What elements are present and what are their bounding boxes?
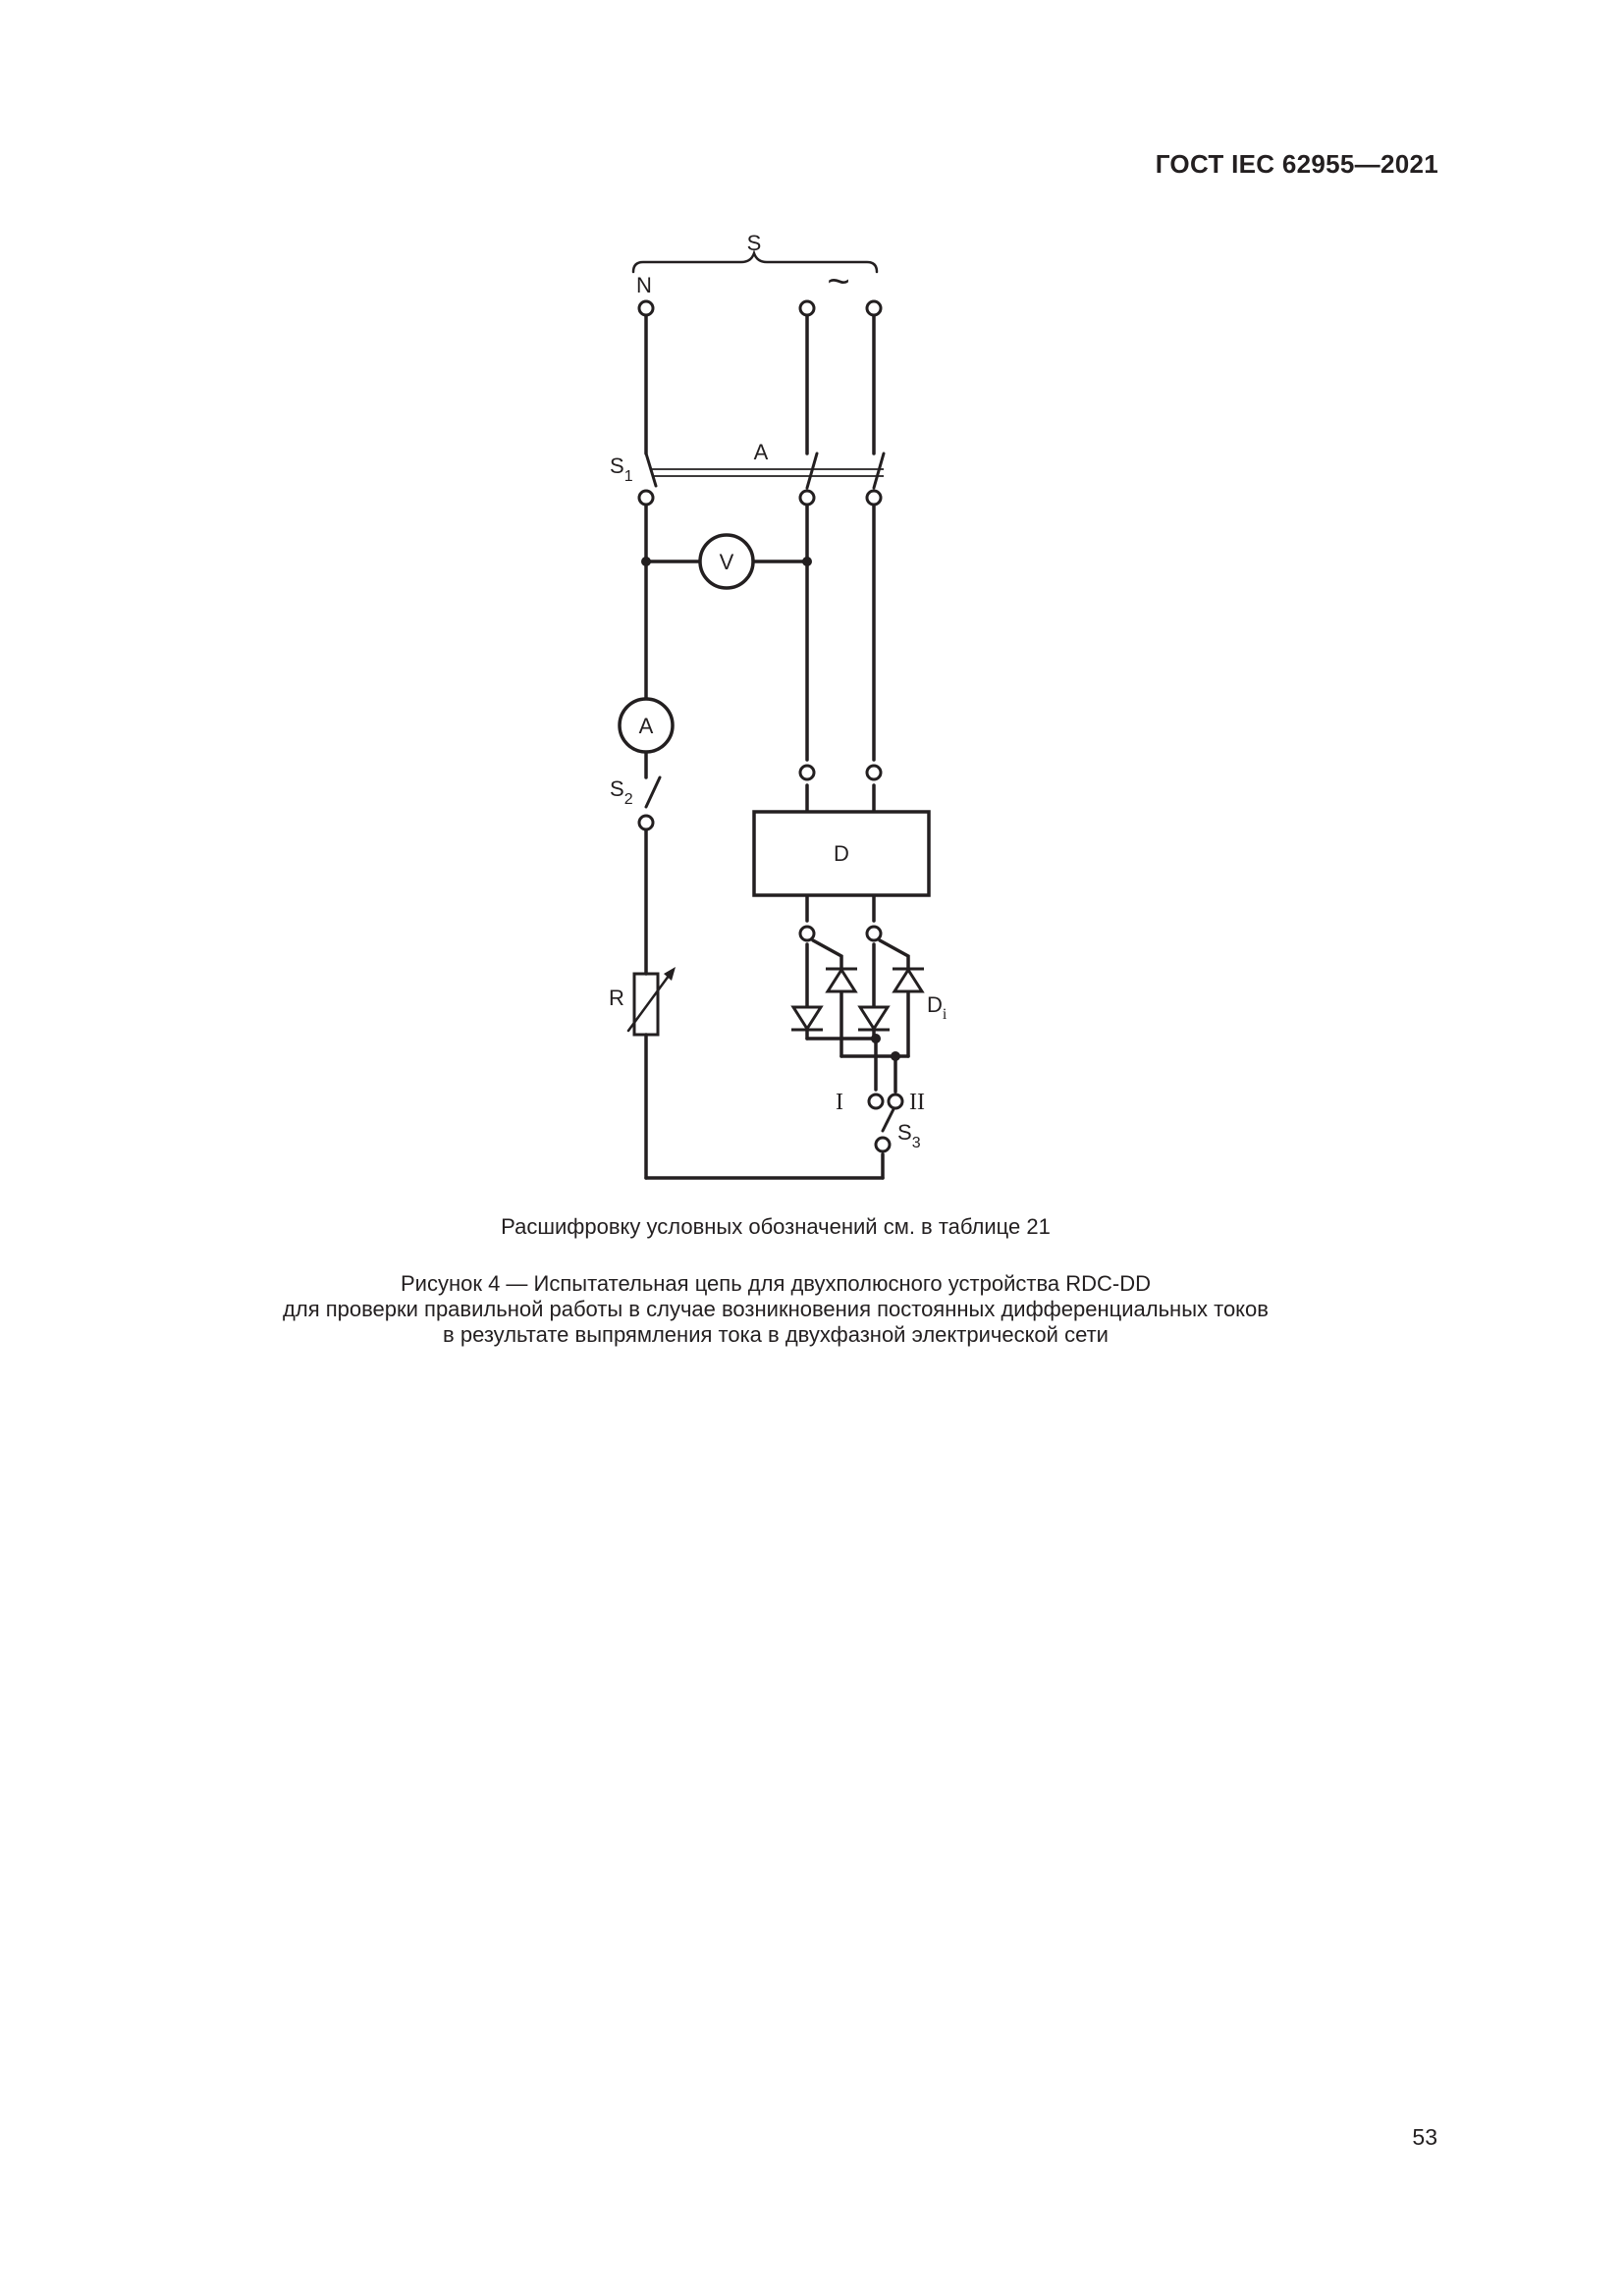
- label-diodes-di: $D_i$: [927, 992, 947, 1023]
- switch-s2-blade: [646, 777, 660, 807]
- diode-down-2: [860, 1007, 888, 1029]
- caption-line-3: в результате выпрямления тока в двухфазной электрической сети: [443, 1322, 1109, 1347]
- label-switch-s3: $S_3$: [897, 1120, 921, 1151]
- terminal-l2-source: [867, 301, 881, 315]
- label-resistor-r: R: [609, 986, 624, 1010]
- terminal-s1-n: [639, 491, 653, 505]
- label-ganged-a: A: [753, 440, 769, 464]
- terminal-s3-ii: [889, 1095, 902, 1108]
- page-header-standard: ГОСТ IEC 62955—2021: [1155, 149, 1438, 179]
- junction-bus-i: [871, 1034, 881, 1043]
- terminal-d-out-1: [800, 927, 814, 940]
- junction-bus-ii: [891, 1051, 900, 1061]
- terminal-s1-l2: [867, 491, 881, 505]
- terminal-s2: [639, 816, 653, 829]
- label-position-ii: II: [909, 1090, 925, 1115]
- terminal-d-out-2: [867, 927, 881, 940]
- terminal-l1-source: [800, 301, 814, 315]
- caption-line-1: Рисунок 4 — Испытательная цепь для двухполюсного устройства RDC-DD: [400, 1271, 1152, 1296]
- junction-voltmeter-l1: [802, 557, 812, 566]
- diode-up-1: [828, 970, 855, 991]
- terminal-n-source: [639, 301, 653, 315]
- label-ac-symbol: ~: [827, 260, 850, 303]
- terminal-s3-i: [869, 1095, 883, 1108]
- label-voltmeter-v: V: [719, 550, 734, 574]
- label-source-s: S: [746, 231, 762, 255]
- label-switch-s2: $S_2$: [610, 776, 633, 808]
- wire-b2-cross: [880, 940, 908, 972]
- diode-up-2: [894, 970, 922, 991]
- label-device-d: D: [834, 841, 849, 866]
- terminal-d-in-1: [800, 766, 814, 779]
- terminal-d-in-2: [867, 766, 881, 779]
- switch-s1-blade-l2: [874, 454, 884, 488]
- switch-s1-blade-l1: [807, 454, 817, 488]
- wire-b1-cross: [813, 940, 841, 972]
- caption-line-2: для проверки правильной работы в случае возникновения постоянных дифференциальных токов: [283, 1297, 1269, 1321]
- diode-down-1: [793, 1007, 821, 1029]
- figure-caption: [0, 1271, 1551, 1348]
- terminal-s1-l1: [800, 491, 814, 505]
- page-number: 53: [1412, 2124, 1437, 2150]
- terminal-s3-common: [876, 1138, 890, 1151]
- legend-note: Расшифровку условных обозначений см. в таблице 21: [501, 1214, 1051, 1239]
- label-switch-s1: $S_1$: [610, 454, 633, 485]
- junction-voltmeter-n: [641, 557, 651, 566]
- resistor-r: [634, 974, 658, 1035]
- label-position-i: I: [836, 1090, 843, 1115]
- label-ammeter-a: A: [638, 714, 654, 738]
- label-neutral-n: N: [636, 273, 652, 297]
